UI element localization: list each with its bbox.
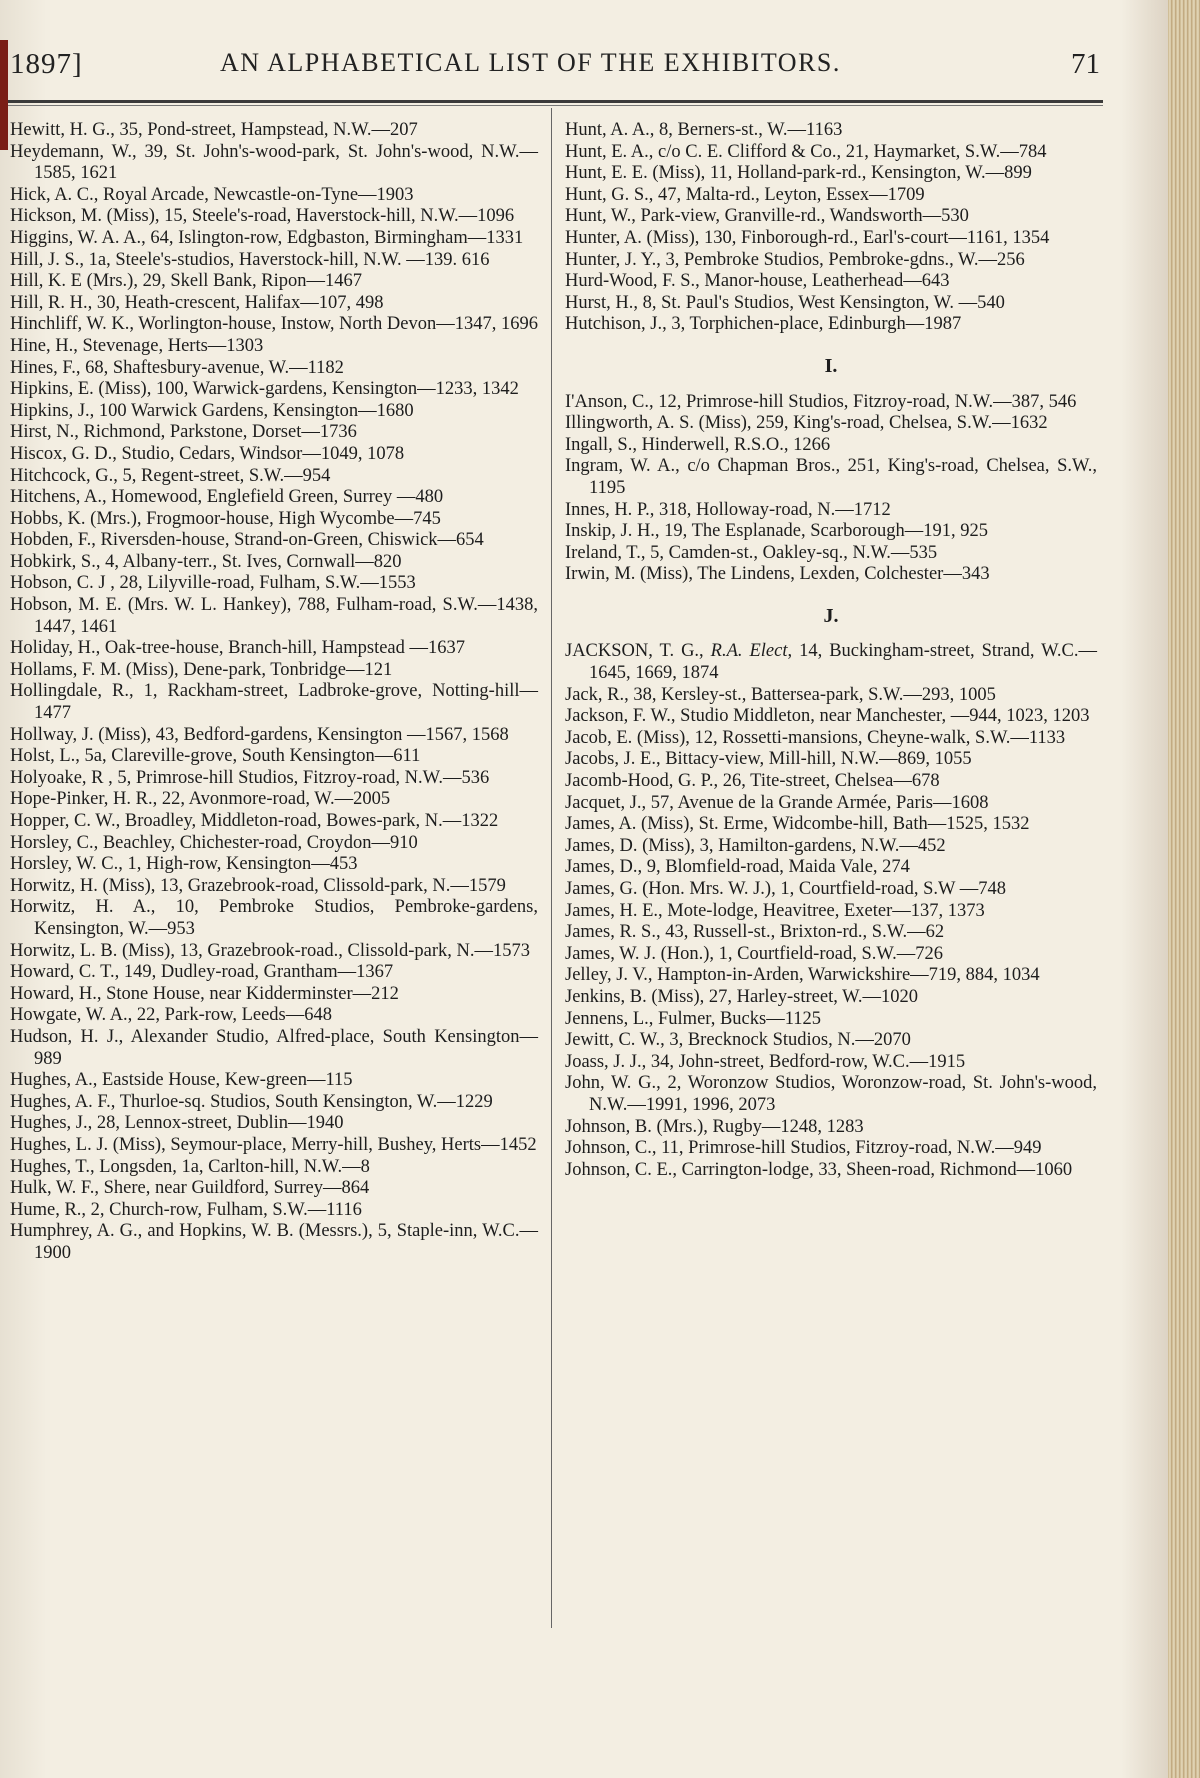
exhibitor-entry: Hiscox, G. D., Studio, Cedars, Windsor—1049, 1078 (10, 443, 405, 464)
exhibitor-entry: Hughes, A. F., Thurloe-sq. Studios, South Kensington, W.—1229 (10, 1091, 493, 1112)
jackson-address: , 14, Buckingham-street, Strand, W.C.—1645, 1669, 1874 (589, 641, 1097, 684)
exhibitor-entry: Higgins, W. A. A., 64, Islington-row, Edgbaston, Birmingham—1331 (10, 227, 524, 248)
exhibitor-entry: Innes, H. P., 318, Holloway-road, N.—1712 (565, 499, 891, 520)
exhibitor-entry: Hobden, F., Riversden-house, Strand-on-Green, Chiswick—654 (10, 530, 484, 551)
exhibitor-entry: Holiday, H., Oak-tree-house, Branch-hill, Hampstead —1637 (10, 638, 466, 659)
page-number: 71 (1071, 48, 1100, 80)
exhibitor-entry: Hume, R., 2, Church-row, Fulham, S.W.—1116 (10, 1199, 362, 1220)
exhibitor-entry: Jenkins, B. (Miss), 27, Harley-street, W.—1020 (565, 986, 919, 1007)
exhibitor-entry: Hines, F., 68, Shaftesbury-avenue, W.—1182 (10, 357, 344, 378)
exhibitor-entry: Howgate, W. A., 22, Park-row, Leeds—648 (10, 1005, 332, 1026)
exhibitor-entry-jackson-tg (565, 641, 1097, 684)
exhibitor-entry: Hollingdale, R., 1, Rackham-street, Ladbroke-grove, Notting-hill—1477 (10, 681, 538, 724)
right-column (565, 120, 1097, 1181)
exhibitor-entry: Horwitz, H. A., 10, Pembroke Studios, Pembroke-gardens, Kensington, W.—953 (10, 897, 538, 939)
exhibitor-entry: Heydemann, W., 39, St. John's-wood-park, St. John's-wood, N.W.—1585, 1621 (10, 141, 538, 184)
jackson-title: R.A. Elect (710, 641, 788, 662)
exhibitor-entry: Howard, H., Stone House, near Kidderminster—212 (10, 983, 399, 1004)
exhibitor-entry: James, R. S., 43, Russell-st., Brixton-rd., S.W.—62 (565, 922, 945, 943)
column-divider (551, 108, 552, 1628)
exhibitor-entry: Hewitt, H. G., 35, Pond-street, Hampstead, N.W.—207 (10, 120, 418, 140)
exhibitor-entry: Johnson, C., 11, Primrose-hill Studios, Fitzroy-road, N.W.—949 (565, 1138, 1042, 1159)
exhibitor-entry: Humphrey, A. G., and Hopkins, W. B. (Messrs.), 5, Staple-inn, W.C.—1900 (10, 1221, 538, 1263)
exhibitor-entry: Inskip, J. H., 19, The Esplanade, Scarborough—191, 925 (565, 521, 989, 542)
exhibitor-entry: Holst, L., 5a, Clareville-grove, South Kensington—611 (10, 746, 421, 767)
exhibitor-entry: Hunt, E. A., c/o C. E. Clifford & Co., 21, Haymarket, S.W.—784 (565, 141, 1047, 162)
exhibitor-entry: Hollams, F. M. (Miss), Dene-park, Tonbridge—121 (10, 659, 393, 680)
exhibitor-entry: Jackson, F. W., Studio Middleton, near Manchester, —944, 1023, 1203 (565, 706, 1090, 727)
header-year: 1897] (10, 48, 83, 80)
exhibitor-entry: Jelley, J. V., Hampton-in-Arden, Warwickshire—719, 884, 1034 (565, 965, 1040, 986)
exhibitor-entry: Hope-Pinker, H. R., 22, Avonmore-road, W.—2005 (10, 789, 391, 810)
section-heading-j: J. (823, 604, 839, 627)
binding-edge (0, 40, 8, 150)
i-entries (565, 392, 1097, 586)
exhibitor-entry: James, G. (Hon. Mrs. W. J.), 1, Courtfield-road, S.W —748 (565, 879, 1007, 899)
exhibitor-entry: Jack, R., 38, Kersley-st., Battersea-park, S.W.—293, 1005 (565, 684, 996, 705)
exhibitor-entry: Hitchens, A., Homewood, Englefield Green, Surrey —480 (10, 487, 444, 508)
exhibitor-entry: James, H. E., Mote-lodge, Heavitree, Exeter—137, 1373 (565, 900, 985, 921)
exhibitor-entry: Ingram, W. A., c/o Chapman Bros., 251, King's-road, Chelsea, S.W., 1195 (565, 456, 1097, 498)
header-rule (8, 100, 1103, 103)
exhibitor-entry: Hunter, A. (Miss), 130, Finborough-rd., Earl's-court—1161, 1354 (565, 227, 1050, 248)
exhibitor-entry: Hughes, T., Longsden, 1a, Carlton-hill, N.W.—8 (10, 1156, 370, 1177)
exhibitor-entry: Horsley, W. C., 1, High-row, Kensington—453 (10, 854, 358, 875)
exhibitor-entry: Hunt, G. S., 47, Malta-rd., Leyton, Essex—1709 (565, 184, 925, 205)
exhibitor-entry: Jacobs, J. E., Bittacy-view, Mill-hill, N.W.—869, 1055 (565, 749, 972, 770)
exhibitor-entry: Jacob, E. (Miss), 12, Rossetti-mansions, Cheyne-walk, S.W.—1133 (565, 727, 1066, 748)
exhibitor-entry: Hobkirk, S., 4, Albany-terr., St. Ives, Cornwall—820 (10, 551, 402, 572)
exhibitor-entry: Ireland, T., 5, Camden-st., Oakley-sq., N.W.—535 (565, 542, 938, 563)
exhibitor-entry: Hurst, H., 8, St. Paul's Studios, West Kensington, W. —540 (565, 292, 1005, 313)
exhibitor-entry: Hughes, L. J. (Miss), Seymour-place, Merry-hill, Bushey, Herts—1452 (10, 1134, 537, 1155)
h-entries-continued (565, 120, 1097, 336)
exhibitor-entry: Hunt, A. A., 8, Berners-st., W.—1163 (565, 120, 843, 140)
exhibitor-entry: Holyoake, R , 5, Primrose-hill Studios, Fitzroy-road, N.W.—536 (10, 767, 490, 788)
header-title: AN ALPHABETICAL LIST OF THE EXHIBITORS. (220, 48, 841, 77)
running-header (10, 44, 1100, 90)
exhibitor-entry: Hobbs, K. (Mrs.), Frogmoor-house, High Wycombe—745 (10, 508, 441, 529)
header-rule-thin (8, 105, 1103, 106)
exhibitor-entry: James, D., 9, Blomfield-road, Maida Vale, 274 (565, 857, 910, 878)
exhibitor-entry: Hutchison, J., 3, Torphichen-place, Edinburgh—1987 (565, 314, 962, 335)
exhibitor-entry: Horwitz, L. B. (Miss), 13, Grazebrook-road., Clissold-park, N.—1573 (10, 940, 530, 961)
jackson-name: JACKSON, T. G., (565, 641, 711, 662)
exhibitor-entry: I'Anson, C., 12, Primrose-hill Studios, Fitzroy-road, N.W.—387, 546 (565, 391, 1077, 412)
exhibitor-entry: Johnson, B. (Mrs.), Rugby—1248, 1283 (565, 1116, 864, 1137)
exhibitor-entry: John, W. G., 2, Woronzow Studios, Woronzow-road, St. John's-wood, N.W.—1991, 1996, 2073 (565, 1073, 1097, 1115)
exhibitor-entry: Hill, J. S., 1a, Steele's-studios, Haverstock-hill, N.W. —139. 616 (10, 249, 490, 270)
exhibitor-entry: Hirst, N., Richmond, Parkstone, Dorset—1736 (10, 422, 357, 443)
exhibitor-entry: Hurd-Wood, F. S., Manor-house, Leatherhead—643 (565, 271, 950, 292)
exhibitor-entry: Jacquet, J., 57, Avenue de la Grande Armée, Paris—1608 (565, 792, 989, 813)
exhibitor-entry: Hunter, J. Y., 3, Pembroke Studios, Pembroke-gdns., W.—256 (565, 249, 1025, 270)
exhibitor-entry: Hine, H., Stevenage, Herts—1303 (10, 335, 264, 356)
exhibitor-entry: Hitchcock, G., 5, Regent-street, S.W.—954 (10, 465, 331, 486)
left-column (10, 120, 538, 1264)
exhibitor-entry: Horwitz, H. (Miss), 13, Grazebrook-road, Clissold-park, N.—1579 (10, 875, 506, 896)
exhibitor-entry: Hipkins, J., 100 Warwick Gardens, Kensington—1680 (10, 400, 414, 421)
section-heading-i: I. (824, 354, 838, 377)
exhibitor-entry: Hick, A. C., Royal Arcade, Newcastle-on-Tyne—1903 (10, 184, 414, 205)
exhibitor-entry: Horsley, C., Beachley, Chichester-road, Croydon—910 (10, 832, 418, 853)
exhibitor-entry: Hopper, C. W., Broadley, Middleton-road, Bowes-park, N.—1322 (10, 811, 499, 831)
exhibitor-entry: Hobson, M. E. (Mrs. W. L. Hankey), 788, Fulham-road, S.W.—1438, 1447, 1461 (10, 595, 538, 637)
exhibitor-entry: Howard, C. T., 149, Dudley-road, Grantham—1367 (10, 962, 394, 983)
exhibitor-entry: Hipkins, E. (Miss), 100, Warwick-gardens, Kensington—1233, 1342 (10, 379, 519, 400)
exhibitor-entry: Jennens, L., Fulmer, Bucks—1125 (565, 1008, 822, 1029)
exhibitor-entry: Hollway, J. (Miss), 43, Bedford-gardens, Kensington —1567, 1568 (10, 724, 509, 745)
exhibitor-entry: Hunt, E. E. (Miss), 11, Holland-park-rd., Kensington, W.—899 (565, 163, 1032, 184)
exhibitor-entry: Illingworth, A. S. (Miss), 259, King's-road, Chelsea, S.W.—1632 (565, 413, 1048, 434)
exhibitor-entry: Joass, J. J., 34, John-street, Bedford-row, W.C.—1915 (565, 1051, 966, 1072)
exhibitor-entry: Hughes, A., Eastside House, Kew-green—115 (10, 1070, 353, 1091)
exhibitor-entry: Hunt, W., Park-view, Granville-rd., Wandsworth—530 (565, 206, 969, 227)
exhibitor-entry: Jacomb-Hood, G. P., 26, Tite-street, Chelsea—678 (565, 771, 940, 792)
exhibitor-entry: Irwin, M. (Miss), The Lindens, Lexden, Colchester—343 (565, 564, 990, 585)
exhibitor-entry: Hinchliff, W. K., Worlington-house, Instow, North Devon—1347, 1696 (10, 314, 538, 335)
exhibitor-entry: Hickson, M. (Miss), 15, Steele's-road, Haverstock-hill, N.W.—1096 (10, 206, 515, 227)
exhibitor-entry: Hulk, W. F., Shere, near Guildford, Surrey—864 (10, 1178, 370, 1199)
exhibitor-entry: Hill, K. E (Mrs.), 29, Skell Bank, Ripon—1467 (10, 271, 363, 292)
exhibitor-entry: James, A. (Miss), St. Erme, Widcombe-hill, Bath—1525, 1532 (565, 814, 1030, 835)
exhibitor-entry: Hill, R. H., 30, Heath-crescent, Halifax—107, 498 (10, 292, 384, 313)
exhibitor-entry: James, W. J. (Hon.), 1, Courtfield-road, S.W.—726 (565, 943, 944, 964)
j-entries (565, 685, 1097, 1182)
exhibitor-entry: Johnson, C. E., Carrington-lodge, 33, Sheen-road, Richmond—1060 (565, 1159, 1073, 1180)
exhibitor-entry: Hobson, C. J , 28, Lilyville-road, Fulham, S.W.—1553 (10, 573, 416, 594)
exhibitor-entry: Ingall, S., Hinderwell, R.S.O., 1266 (565, 434, 831, 455)
exhibitor-entry: Hughes, J., 28, Lennox-street, Dublin—1940 (10, 1113, 344, 1134)
exhibitor-entry: James, D. (Miss), 3, Hamilton-gardens, N.W.—452 (565, 835, 946, 856)
page-stack-edge (1168, 0, 1200, 1778)
exhibitor-entry: Jewitt, C. W., 3, Brecknock Studios, N.—2070 (565, 1030, 911, 1051)
exhibitor-entry: Hudson, H. J., Alexander Studio, Alfred-place, South Kensington—989 (10, 1026, 538, 1069)
